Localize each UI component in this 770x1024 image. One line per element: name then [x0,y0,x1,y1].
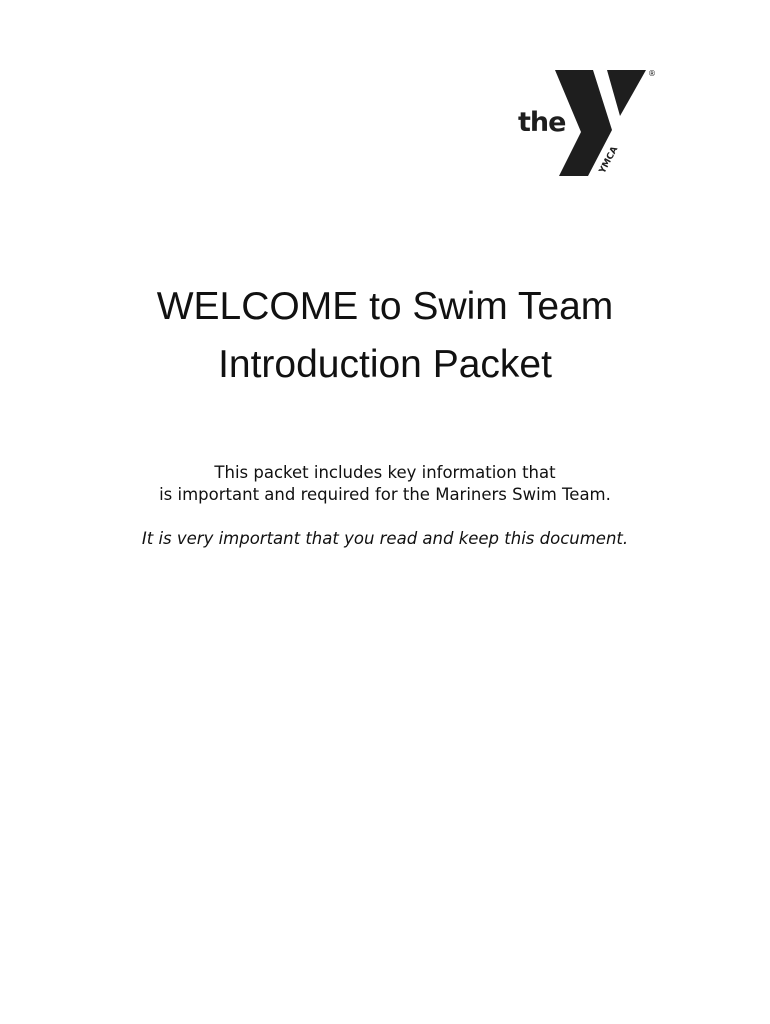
ymca-y-logo-icon [516,66,658,180]
important-note: It is very important that you read and keep this document. [141,529,629,548]
logo-right-arm [607,70,646,116]
logo-ymca-text: YMCA [597,145,621,176]
intro-paragraph [0,462,770,506]
logo-registered-mark: ® [648,69,656,78]
intro-line-1: This packet includes key information that [214,463,556,482]
title-line-2: Introduction Packet [218,343,552,386]
title-line-1: WELCOME to Swim Team [156,285,614,328]
page-title [0,278,770,394]
intro-line-2: is important and required for the Mariners Swim Team. [159,485,611,504]
logo-word-the: the [518,107,566,138]
